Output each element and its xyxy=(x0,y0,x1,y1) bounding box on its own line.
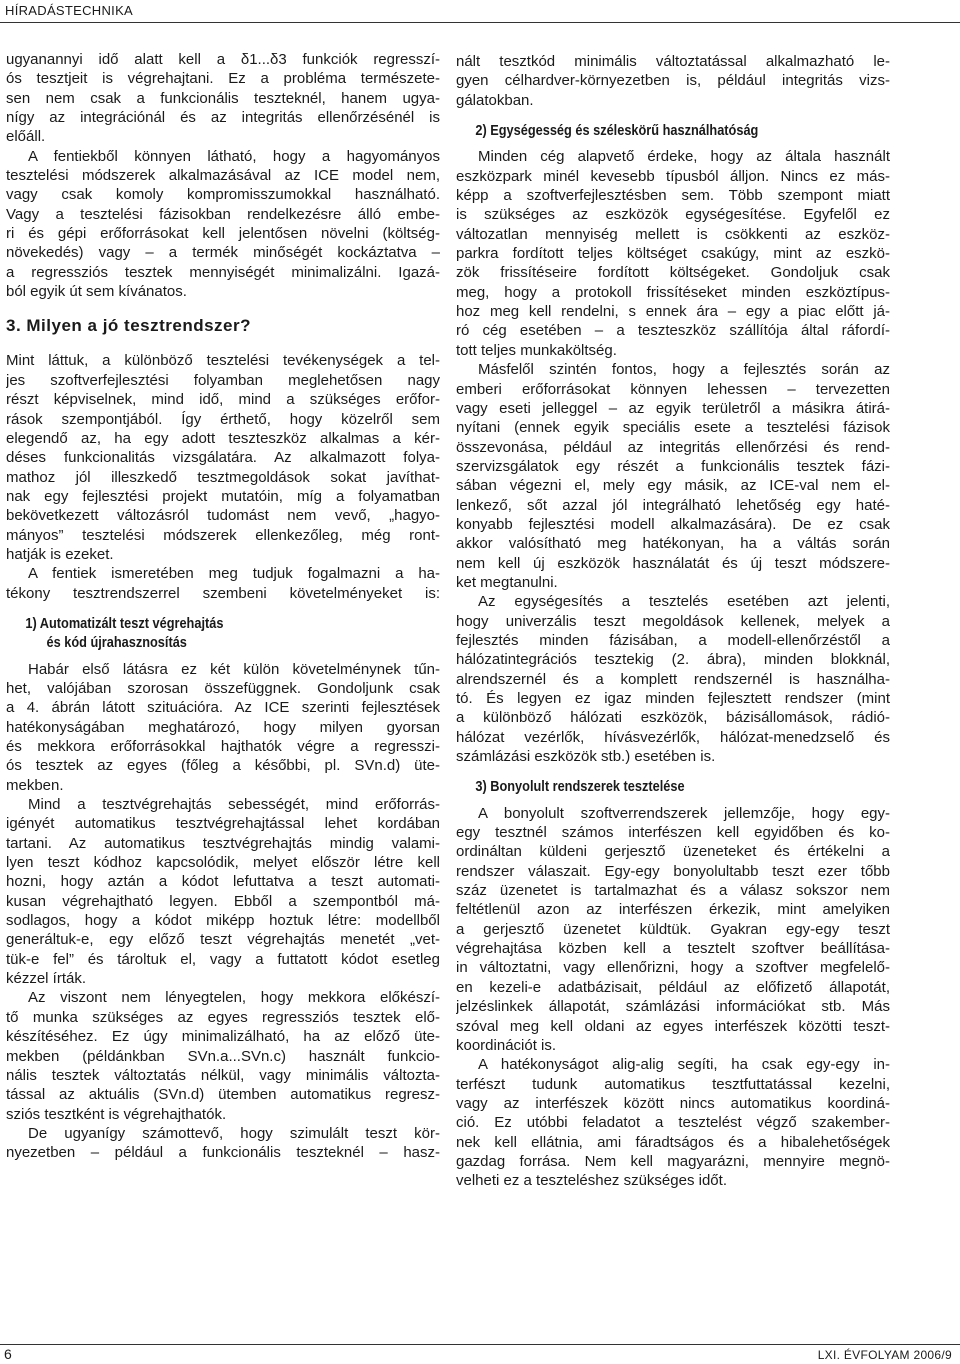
spacer xyxy=(6,301,440,313)
text-line: tott teljes munkaköltség. xyxy=(456,341,617,359)
text-line: bekövetkezett változásról tudomást nem vevő, „hagyo- xyxy=(6,507,440,525)
text-line: vagy eseti jelleggel – az egyik területről a másikra átirá- xyxy=(456,399,890,417)
right-column xyxy=(456,52,890,1191)
text-line: növekedés) vagy – a termék minőségét kockáztatva – xyxy=(6,244,440,262)
text-line: kusan végrehajtható legyen. Ebből a szempontból má- xyxy=(6,892,440,910)
text-line: tő munka szükséges az egyes regressziós tesztek elő- xyxy=(6,1008,440,1026)
text-line: a 4. ábrán látott szituációra. Az ICE szerinti fejlesztések xyxy=(6,699,440,717)
text-line: velheti ez a teszteléshez szükséges időt. xyxy=(456,1172,727,1190)
issue-label: LXI. ÉVFOLYAM 2006/9 xyxy=(817,1348,952,1362)
text-line: en kezeli-e adatbázisait, például az előfizető állapotát, xyxy=(456,978,890,996)
text-line: parkra fordított teljes költséget csakúgy, mint az eszkö- xyxy=(456,245,890,263)
text-line: Habár első látásra ez két külön követelménynek tűn- xyxy=(28,660,440,678)
text-line: mathoz jól illeszkedő tesztmegoldások sokat javíthat- xyxy=(6,468,440,486)
text-line: koordinációt is. xyxy=(456,1036,557,1054)
text-line: lyen teszt kódhoz kapcsolódik, melyet először létre kell xyxy=(6,854,440,872)
text-line: is szükséges az eszközök egységesítése. Egyfelől ez xyxy=(456,206,890,224)
text-line: kézzel írták. xyxy=(6,970,87,988)
text-line: vagy csak komoly kompromisszumokkal használható. xyxy=(6,186,440,204)
text-line: ugyanannyi idő alatt kell a δ1...δ3 funkciók regresszí- xyxy=(6,51,440,68)
text-line: A bonyolult szoftverrendszerek jellemzője, hogy egy- xyxy=(478,804,890,822)
text-line: igényét automatikus tesztvégrehajtással lehet kordában xyxy=(6,815,440,833)
text-line: tesztelési módszerek alkalmazásával az ICE model nem, xyxy=(6,167,440,185)
text-line: rások szempontjából. Így érthető, hogy közelről sem xyxy=(6,410,440,428)
subheading: 1) Automatizált teszt végrehajtás xyxy=(25,615,224,632)
text-line: A fentiekből könnyen látható, hogy a hagyományos xyxy=(28,147,440,165)
text-line: emberi erőforrásokat könnyen lehessen – tervezetten xyxy=(456,380,890,398)
page-footer xyxy=(0,1334,960,1364)
text-line: ós tesztjeit is végrehajtani. Ez a probléma természete- xyxy=(6,70,440,88)
text-line: nyítani (ennek egyik speciális esete a tesztelési fázisok xyxy=(456,419,890,437)
text-line: ordináltan küldeni gerjesztő üzeneteket és értékelni a xyxy=(456,843,890,861)
header-rule xyxy=(0,22,960,23)
text-line: generáltuk-e, egy előző teszt végrehajtás menetét „vet- xyxy=(6,931,440,949)
text-line: sen nem csak a funkcionális teszteknél, hanem ugya- xyxy=(6,89,440,107)
text-line: Vagy a tesztelési fázisokban rendelkezésre álló embe- xyxy=(6,205,440,223)
text-line: in változtatni, vagy ellenőrizni, hogy a szoftver megfelelő- xyxy=(456,959,890,977)
text-line: meg, hogy a protokoll frissítéseket minden eszköztípus- xyxy=(456,283,890,301)
text-line: hatékonyságában meghatározó, hogy milyen gyorsan xyxy=(6,718,440,736)
text-line: Minden cég alapvető érdeke, hogy az általa használt xyxy=(478,148,890,166)
text-line: ró cég esetében – a teszteszköz szállítója által ráfordí- xyxy=(456,322,890,340)
text-line: nyezetben – például a funkcionális teszteknél – hasz- xyxy=(6,1144,440,1162)
text-line: konyabb fejlesztési modell alkalmazására). De ez csak xyxy=(456,515,890,533)
text-line: elegendő az, ha egy adott teszteszköz alkalmas a kér- xyxy=(6,429,440,447)
section-title: HÍRADÁSTECHNIKA xyxy=(5,3,134,18)
text-line: mekben. xyxy=(6,776,64,794)
spacer xyxy=(6,603,440,615)
text-line: hálózatintegrációs tesztekig (2. ábra), minden blokknál, xyxy=(456,651,890,669)
text-line: Mind a tesztvégrehajtás sebességét, mind erőforrás- xyxy=(28,796,440,814)
text-line: készítéséhez. Ez úgy minimalizálható, ha az előző üte- xyxy=(6,1028,440,1046)
text-line: vagy az interfészek között nincs automatikus koordiná- xyxy=(456,1094,890,1112)
text-line: összevonása, például az integritás ellenőrzési és rend- xyxy=(456,438,890,456)
text-line: sziós tesztként is végrehajthatók. xyxy=(6,1105,227,1123)
text-line: feltétlenül azon az interfészen érkezik, mint amelyiken xyxy=(456,901,890,919)
text-line: számlázási eszközök stb.) esetében is. xyxy=(456,748,716,766)
text-line: nem kell új eszközök használatát és új teszt módszere- xyxy=(456,554,890,572)
text-line: rendszer válaszait. Egy-egy bonyolultabb teszt ezer tőbb xyxy=(456,862,890,880)
text-line: nek kell ellátnia, ami fáradtságos és a hibalehetőségek xyxy=(456,1133,890,1151)
text-line: gyen célhardver-környezetben is, például integritás vizs- xyxy=(456,72,890,90)
text-line: lenkező, sőt azzal jól integrálható lehetőség egy haté- xyxy=(456,496,890,514)
text-line: ból egyik út sem kívánatos. xyxy=(6,283,187,301)
text-line: nális tesztek változtatás nélkül, vagy minimális változta- xyxy=(6,1066,440,1084)
text-line: sodlagos, hogy a kódot miképp hoztuk létre: modellből xyxy=(6,912,440,930)
text-line: előáll. xyxy=(6,128,46,146)
text-line: jelzéslinkek állapotát, számlázási információkat stb. Más xyxy=(456,998,890,1016)
text-line: akkor valósítható meg hatékonyan, ha a váltás során xyxy=(456,535,890,553)
text-line: sában végezni el, mely egy másik, az ICE-val nem el- xyxy=(456,477,890,495)
text-line: ció. Ez utóbbi feladatot a tesztelést végző szakember- xyxy=(456,1114,890,1132)
text-line: szervizsgálatok egy részét a funkcionális tesztek fázi- xyxy=(456,457,890,475)
text-line: képp a szoftverfejlesztésben sem. Több szempont miatt xyxy=(456,187,890,205)
text-line: mekben (példánkban SVn.a...SVn.c) használt funkcio- xyxy=(6,1047,440,1065)
text-line: het, valójában szorosan összefüggnek. Gondoljunk csak xyxy=(6,679,440,697)
text-line: Az egységesítés a tesztelés esetében azt jelenti, xyxy=(478,593,890,611)
spacer xyxy=(456,110,890,122)
text-line: részt képviselnek, mind idő, mind a szükséges erőfor- xyxy=(6,391,440,409)
spacer xyxy=(6,339,440,351)
text-line: Mint láttuk, a különböző tesztelési tevékenységek a tel- xyxy=(6,352,440,370)
text-line: hogy univerzális teszt megoldások kellenek, melyek a xyxy=(456,612,890,630)
text-line: zök frissítéseire fordított költségeket. Gondoljuk csak xyxy=(456,264,890,282)
left-column xyxy=(6,50,440,1163)
text-line: tással az aktuális (SVn.d) ütemben automatikus regresz- xyxy=(6,1086,440,1104)
text-line: ós tesztek az egyes (főleg a későbbi, pl. SVn.d) üte- xyxy=(6,757,440,775)
text-line: és mekkora erőforrásokkal hajthatók végre a regresszi- xyxy=(6,738,440,755)
text-line: szóval meg kell oldani az egyes interfészek közötti teszt- xyxy=(456,1017,890,1035)
text-line: hoz meg kell rendelni, s ennek ára – egy a piac előtt já- xyxy=(456,303,890,321)
text-line: De ugyanígy számottevő, hogy szimulált teszt kör- xyxy=(28,1124,440,1142)
text-line: A hatékonyságot alig-alig segíti, ha csak egy-egy in- xyxy=(478,1056,890,1074)
text-line: Másfelől szintén fontos, hogy a fejlesztés során az xyxy=(478,361,890,379)
spacer xyxy=(456,766,890,778)
subheading: 3) Bonyolult rendszerek tesztelése xyxy=(475,779,685,796)
text-line: végrehajtása közben kell a tesztelt szoftver beállítása- xyxy=(456,940,890,958)
text-line: tük-e fel” és tároltuk el, vagy a futtatott kódot esetleg xyxy=(6,950,440,968)
text-line: eszközpark minél kevesebb típusból álljon. Nincs ez más- xyxy=(456,167,890,185)
text-line: tékony tesztrendszerrel szembeni követelményeket is: xyxy=(6,584,440,602)
text-line: egy tesztnél számos interfészen kell egyidőben és ko- xyxy=(456,824,890,842)
text-line: hálózat vezérlők, hívásvezérlők, hálózat-menedzselő és xyxy=(456,728,890,746)
text-line: tó. És legyen ez igaz minden fejlesztett rendszer (mint xyxy=(456,690,890,707)
text-line: ket megtanulni. xyxy=(456,573,558,591)
text-line: terfészt tudunk automatikus tesztfuttatással kezelni, xyxy=(456,1075,890,1093)
subheading: 2) Egységesség és széleskörű használhatóság xyxy=(475,123,759,140)
section-heading: 3. Milyen a jó tesztrendszer? xyxy=(6,316,252,336)
text-line: fejlesztés minden fázisában, a modell-ellenőrzéstől a xyxy=(456,631,890,649)
text-line: A fentiek ismeretében meg tudjuk fogalmazni a ha- xyxy=(28,565,440,583)
text-line: nak egy fejlesztési projekt mutatóin, míg a folyamatban xyxy=(6,487,440,505)
text-line: változatlan mennyiség mellett is csökkenti az eszköz- xyxy=(456,225,890,243)
text-line: száz üzenetet is tartalmazhat és a válasz sokszor nem xyxy=(456,882,890,900)
text-line: hozni, hogy aztán a kódot lefuttatva a teszt automati- xyxy=(6,873,440,891)
text-line: a különböző hálózati eszközök, bázisállomások, rádió- xyxy=(456,709,890,727)
text-line: alrendszernél és a komplett rendszernél is használha- xyxy=(456,670,890,688)
text-line: hatják is ezeket. xyxy=(6,545,114,563)
subheading: és kód újrahasznosítás xyxy=(46,635,187,652)
text-line: nígy az integrációnál és az integritás ellenőrzésénél is xyxy=(6,109,440,127)
text-line: ri és gépi erőforrásokat kell jelentősen növelni (költség- xyxy=(6,225,440,243)
text-line: tartani. Az automatikus tesztvégrehajtás mindig valami- xyxy=(6,834,440,852)
text-line: jes szoftverfejlesztési folyamban meglehetősen nagy xyxy=(6,371,440,389)
text-line: déses funkcionalitás vizsgálatára. Az alkalmazott folya- xyxy=(6,449,440,467)
text-line: a gerjesztő üzenetet küldtük. Gyakran egy-egy teszt xyxy=(456,920,890,938)
text-line: Az viszont nem lényegtelen, hogy mekkora előkészí- xyxy=(28,989,440,1007)
text-line: gazdag forrása. Nem kell magyarázni, mennyire megnö- xyxy=(456,1152,890,1170)
text-line: nált tesztkód minimális változtatással alkalmazható le- xyxy=(456,53,890,70)
text-line: a regressziós tesztek mennyiségét minimalizálni. Igazá- xyxy=(6,263,440,281)
page-number: 6 xyxy=(4,1346,12,1362)
text-line: mányos” tesztelési módszerek ellenkezőleg, még ront- xyxy=(6,526,440,544)
running-header xyxy=(0,0,960,22)
text-line: gálatokban. xyxy=(456,91,534,109)
footer-rule xyxy=(0,1344,960,1345)
